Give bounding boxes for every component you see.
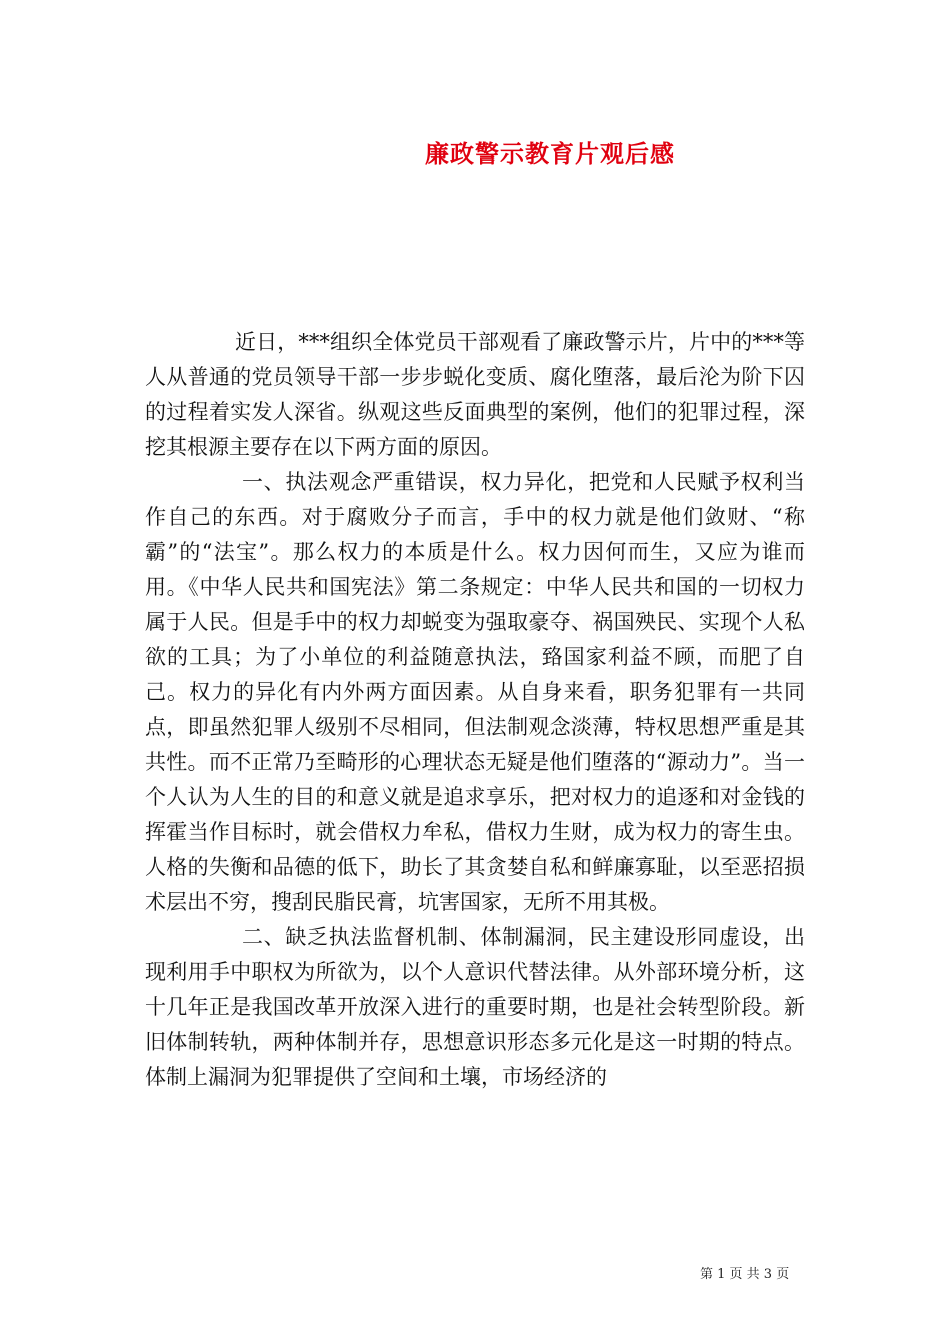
paragraph-point-one: 一、执法观念严重错误，权力异化，把党和人民赋予权利当作自己的东西。对于腐败分子而言，手中的权力就是他们敛财、“称霸”的“法宝”。那么权力的本质是什么。权力因何而生，又应为谁而用。《中华人民共和国宪法》第二条规定：中华人民共和国的一切权力属于人民。但是手中的权力却蜕变为强取豪夺、祸国殃民、实现个人私欲的工具；为了小单位的利益随意执法，臵国家利益不顾，而肥了自己。权力的异化有内外两方面因素。从自身来看，职务犯罪有一共同点，即虽然犯罪人级别不尽相同，但法制观念淡薄，特权思想严重是其共性。而不正常乃至畸形的心理状态无疑是他们堕落的“源动力”。当一个人认为人生的目的和意义就是追求享乐，把对权力的追逐和对金钱的挥霍当作目标时，就会借权力牟私，借权力生财，成为权力的寄生虫。人格的失衡和品德的低下，助长了其贪婪自私和鲜廉寡耻，以至恶招损术层出不穷，搜刮民脂民膏，坑害国家，无所不用其极。 xyxy=(145,470,805,914)
paragraph-intro: 近日，***组织全体党员干部观看了廉政警示片，片中的***等人从普通的党员领导干部一步步蜕化变质、腐化堕落，最后沦为阶下囚的过程着实发人深省。纵观这些反面典型的案例，他们的犯罪过程，深挖其根源主要存在以下两方面的原因。 xyxy=(145,330,805,459)
page-number-footer: 第 1 页 共 3 页 xyxy=(700,1267,790,1282)
paragraph-point-two: 二、缺乏执法监督机制、体制漏洞，民主建设形同虚设，出现利用手中职权为所欲为，以个人意识代替法律。从外部环境分析，这十几年正是我国改革开放深入进行的重要时期，也是社会转型阶段。新旧体制转轨，两种体制并存，思想意识形态多元化是这一时期的特点。体制上漏洞为犯罪提供了空间和土壤，市场经济的 xyxy=(145,925,805,1089)
page-title: 廉政警示教育片观后感 xyxy=(425,139,675,168)
document-body xyxy=(145,325,805,1095)
